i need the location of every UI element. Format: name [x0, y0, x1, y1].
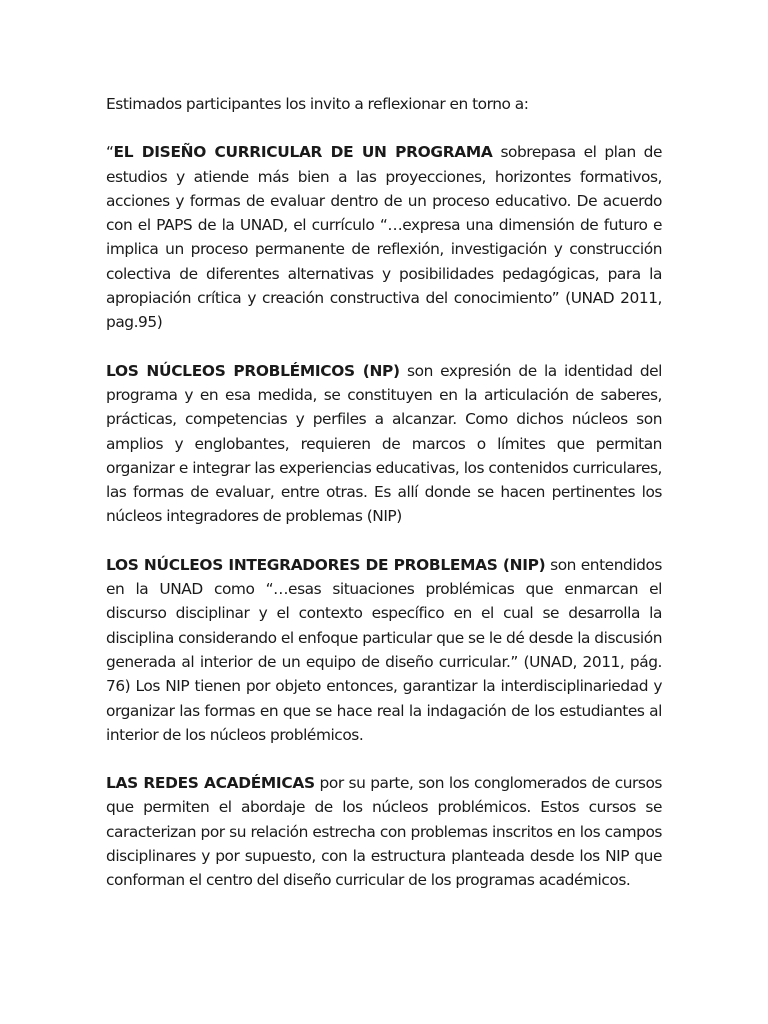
heading-nucleos-integradores: LOS NÚCLEOS INTEGRADORES DE PROBLEMAS (NIP) — [106, 555, 546, 574]
opening-quote: “ — [106, 143, 114, 162]
paragraph-body: son expresión de la identidad del programa y en esa medida, se constituyen en la articulación de saberes, prácticas, competencias y perfiles a alcanzar. Como dichos núcleos son amplios y englobantes, requieren de marcos o límites que permitan organizar e integrar las experiencias educativas, los contenidos curriculares, las formas de evaluar, entre otras. Es allí donde se hacen pertinentes los núcleos integradores de problemas (NIP) — [106, 361, 662, 526]
heading-nucleos-problemicos: LOS NÚCLEOS PROBLÉMICOS (NP) — [106, 361, 400, 380]
paragraph-diseno-curricular — [106, 140, 662, 334]
paragraph-body: son entendidos en la UNAD como “…esas situaciones problémicas que enmarcan el discurso disciplinar y el contexto específico en el cual se desarrolla la disciplina considerando el enfoque particular que se le dé desde la discusión generada al interior de un equipo de diseño curricular.” (UNAD, 2011, pág. 76) Los NIP tienen por objeto entonces, garantizar la interdisciplinariedad y organizar las formas en que se hace real la indagación de los estudiantes al interior de los núcleos problémicos. — [106, 555, 663, 744]
intro-text: Estimados participantes los invito a reflexionar en torno a: — [106, 95, 529, 113]
paragraph-body: por su parte, son los conglomerados de cursos que permiten el abordaje de los núcleos problémicos. Estos cursos se caracterizan por su relación estrecha con problemas inscritos en los campos disciplinares y por supuesto, con la estructura planteada desde los NIP que conforman el centro del diseño curricular de los programas académicos. — [106, 774, 662, 890]
heading-diseno-curricular: EL DISEÑO CURRICULAR DE UN PROGRAMA — [113, 143, 493, 162]
paragraph-nucleos-problemicos — [106, 359, 662, 529]
paragraph-nucleos-integradores — [106, 553, 662, 747]
paragraph-redes-academicas — [106, 771, 662, 892]
paragraph-body: sobrepasa el plan de estudios y atiende más bien a las proyecciones, horizontes formativos, acciones y formas de evaluar dentro de un proceso educativo. De acuerdo con el PAPS de la UNAD, el currículo “…expresa una dimensión de futuro e implica un proceso permanente de reflexión, investigación y construcción colectiva de diferentes alternativas y posibilidades pedagógicas, para la apropiación crítica y creación constructiva del conocimiento” (UNAD 2011, pag.95) — [106, 143, 662, 332]
heading-redes-academicas: LAS REDES ACADÉMICAS — [106, 774, 315, 793]
document-page — [106, 92, 662, 893]
